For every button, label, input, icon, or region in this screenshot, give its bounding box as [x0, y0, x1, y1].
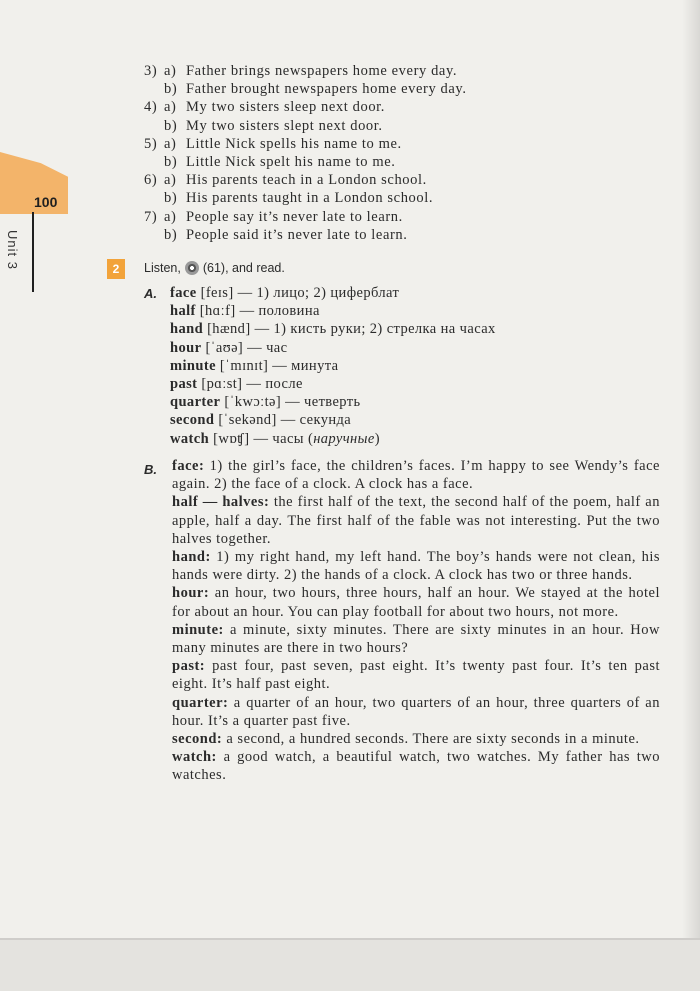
option-label: a) [164, 172, 177, 189]
sentence-text: Little Nick spells his name to me. [186, 135, 402, 152]
item-number: 3) [144, 63, 158, 79]
headword: quarter: [172, 694, 229, 711]
sentence-row [144, 226, 467, 244]
example-text: a quarter of an hour, two quarters of an hour, three quarters of an hour. It’s a quarter past five. [172, 694, 660, 729]
usage-paragraph [172, 657, 660, 693]
example-text: past four, past seven, past eight. It’s twenty past four. It’s ten past eight. It’s half past eight. [172, 658, 660, 693]
example-text: the first half of the text, the second half of the poem, half an apple, half a day. The first half of the fable was not interesting. Put the two halves together. [172, 494, 660, 547]
vocabulary-entry [170, 411, 496, 429]
sentence-row [144, 80, 467, 98]
headword: watch: [172, 749, 217, 766]
option-label: a) [164, 63, 177, 79]
vocabulary-list [170, 284, 496, 448]
headword: face [170, 285, 197, 301]
vocabulary-entry [170, 357, 496, 375]
sentence-text: People say it’s never late to learn. [186, 208, 403, 225]
item-number: 6) [144, 172, 158, 189]
headword: watch [170, 430, 210, 447]
usage-examples [172, 457, 660, 785]
usage-paragraph [172, 457, 660, 493]
sentence-row [144, 117, 467, 135]
sentence-text: Father brought newspapers home every day. [186, 81, 467, 98]
option-label: a) [164, 135, 177, 152]
section-b-label: B. [144, 462, 157, 477]
sentence-text: His parents teach in a London school. [186, 172, 427, 189]
page-bottom-edge [0, 938, 700, 991]
headword: face: [172, 458, 205, 474]
option-label: a) [164, 208, 177, 225]
item-number: 7) [144, 208, 158, 225]
vocabulary-entry [170, 339, 496, 357]
page-edge-shadow [682, 0, 700, 989]
headword: quarter [170, 394, 221, 411]
usage-paragraph [172, 621, 660, 657]
option-label: b) [164, 154, 178, 171]
exercise-number-badge: 2 [107, 259, 125, 279]
headword: hand [170, 321, 204, 338]
vocabulary-entry [170, 320, 496, 338]
vocabulary-entry [170, 284, 496, 302]
headword: hand: [172, 549, 211, 566]
sentence-row [144, 153, 467, 171]
option-label: a) [164, 99, 177, 116]
definition: [pɑːst] — после [197, 376, 303, 393]
exercise-instruction [144, 261, 285, 275]
side-divider [32, 212, 34, 292]
headword: second [170, 412, 215, 429]
definition: [feɪs] — 1) лицо; 2) циферблат [196, 285, 400, 301]
example-text: 1) my right hand, my left hand. The boy’s hands were not clean, his hands were dirty. 2) the hands of a clock. A clock has two or three hands. [172, 549, 660, 584]
sentence-row [144, 171, 467, 189]
headword: past: [172, 658, 206, 675]
sentence-text: Little Nick spelt his name to me. [186, 154, 396, 171]
example-text: an hour, two hours, three hours, half an hour. We stayed at the hotel for about an hour. You can play football for about two hours, not more. [172, 585, 660, 620]
page-number: 100 [34, 194, 58, 210]
headword: half [170, 303, 196, 320]
instruction-text: (61), and read. [202, 261, 285, 275]
definition-tail: ) [374, 430, 380, 447]
unit-label: Unit 3 [5, 230, 20, 270]
headword: minute: [172, 621, 224, 638]
section-a-label: A. [144, 286, 157, 301]
headword: minute [170, 357, 216, 374]
sentence-row [144, 208, 467, 226]
example-text: a minute, sixty minutes. There are sixty minutes in an hour. How many minutes are there in two hours? [172, 621, 660, 657]
definition: [ˈmɪnɪt] — минута [215, 357, 339, 374]
sentence-row [144, 189, 467, 207]
headword: second: [172, 731, 223, 748]
item-number: 4) [144, 99, 158, 116]
headword: half — halves: [172, 494, 270, 511]
sentence-text: Father brings newspapers home every day. [186, 63, 458, 79]
vocabulary-entry [170, 375, 496, 393]
example-text: a good watch, a beautiful watch, two watches. My father has two watches. [172, 749, 660, 784]
option-label: b) [164, 226, 178, 243]
cd-audio-icon [185, 261, 199, 275]
option-label: b) [164, 81, 178, 98]
definition: [wɒʧ] — часы ( [209, 430, 314, 447]
sentence-row [144, 135, 467, 153]
example-text: 1) the girl’s face, the children’s faces. I’m happy to see Wendy’s face again. 2) the face of a clock. A clock has a face. [172, 458, 660, 493]
exercise-1-sentences [144, 62, 467, 244]
sentence-row [144, 98, 467, 116]
item-number: 5) [144, 135, 158, 152]
vocabulary-entry [170, 302, 496, 320]
option-label: b) [164, 190, 178, 207]
vocabulary-entry [170, 430, 496, 448]
headword: hour [170, 339, 202, 356]
definition: [ˈaʊə] — час [201, 339, 288, 356]
headword: hour: [172, 585, 210, 602]
sentence-text: His parents taught in a London school. [186, 190, 434, 207]
option-label: b) [164, 117, 178, 134]
usage-paragraph [172, 548, 660, 584]
usage-paragraph [172, 493, 660, 548]
definition: [ˈsekənd] — секунда [214, 412, 352, 429]
usage-paragraph [172, 730, 660, 748]
sentence-text: My two sisters sleep next door. [186, 99, 386, 116]
headword: past [170, 376, 198, 393]
vocabulary-entry [170, 393, 496, 411]
usage-paragraph [172, 584, 660, 620]
definition-note: наручные [313, 430, 375, 447]
sentence-row [144, 62, 467, 80]
sentence-text: People said it’s never late to learn. [186, 226, 408, 243]
sentence-text: My two sisters slept next door. [186, 117, 383, 134]
definition: [hɑːf] — половина [195, 303, 320, 320]
example-text: a second, a hundred seconds. There are sixty seconds in a minute. [222, 731, 640, 748]
definition: [ˈkwɔːtə] — четверть [220, 394, 361, 411]
definition: [hænd] — 1) кисть руки; 2) стрелка на часах [203, 321, 496, 338]
usage-paragraph [172, 694, 660, 730]
usage-paragraph [172, 748, 660, 784]
instruction-text: Listen, [144, 261, 181, 275]
